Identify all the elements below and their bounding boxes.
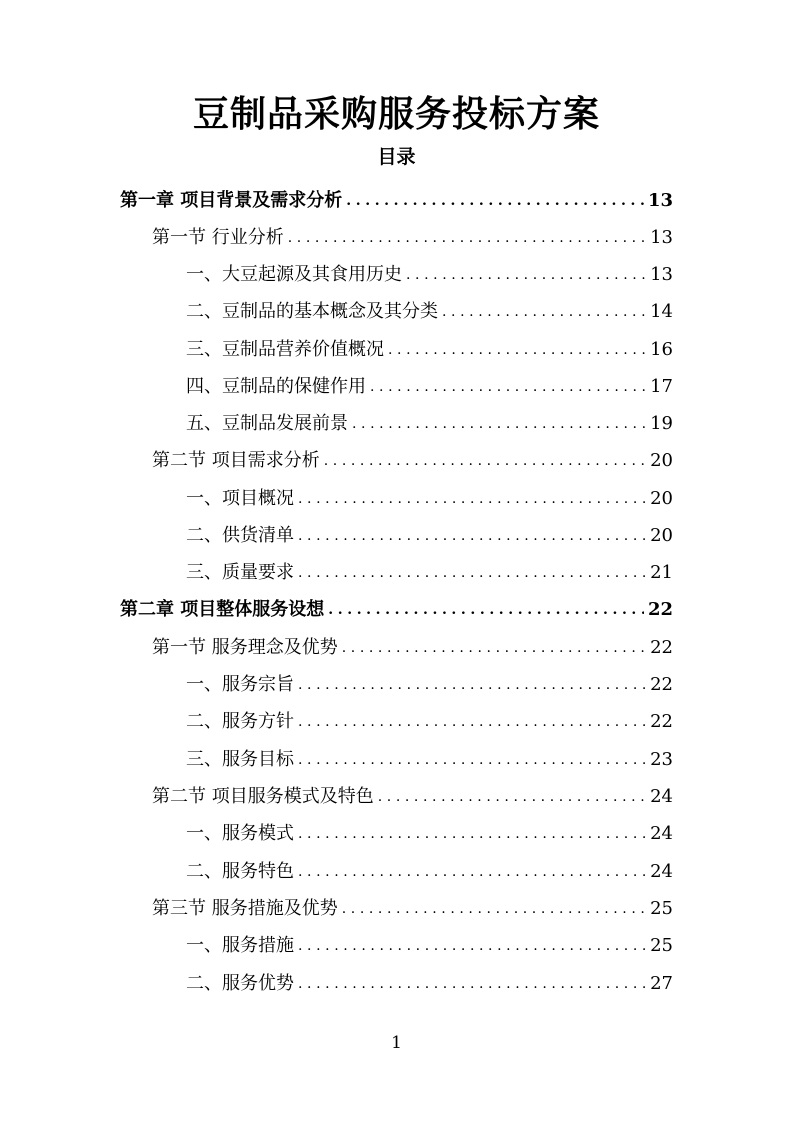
toc-entry-title: 一、大豆起源及其食用历史 (186, 264, 402, 285)
toc-entry-title: 一、服务宗旨 (186, 674, 294, 695)
toc-leader-dots (298, 487, 646, 511)
toc-leader-dots (298, 710, 646, 734)
toc-entry-page: 20 (650, 450, 673, 471)
toc-entry-title: 五、豆制品发展前景 (186, 413, 348, 434)
toc-leader-dots (298, 748, 646, 772)
toc-entry-page: 24 (650, 861, 673, 882)
toc-entry[interactable] (186, 816, 673, 846)
toc-leader-dots (352, 412, 646, 436)
toc-entry-title: 第三节 服务措施及优势 (152, 898, 338, 919)
toc-entry[interactable] (186, 257, 673, 287)
toc-entry[interactable] (186, 332, 673, 362)
toc-entry-title: 二、供货清单 (186, 525, 294, 546)
toc-entry-page: 22 (650, 637, 673, 658)
document-title: 豆制品采购服务投标方案 (192, 93, 600, 135)
toc-heading: 目录 (377, 146, 416, 168)
toc-entry-title: 三、质量要求 (186, 562, 294, 583)
toc-entry[interactable] (152, 891, 673, 921)
toc-entry-title: 四、豆制品的保健作用 (186, 376, 366, 397)
toc-entry-page: 23 (650, 749, 673, 770)
toc-leader-dots (442, 300, 646, 324)
toc-entry-title: 三、豆制品营养价值概况 (186, 339, 384, 360)
toc-leader-dots (298, 934, 646, 958)
toc-entry-page: 13 (647, 190, 673, 211)
toc-entry-title: 三、服务目标 (186, 749, 294, 770)
toc-entry[interactable] (186, 667, 673, 697)
toc-entry-page: 19 (650, 413, 673, 434)
toc-entry-page: 25 (650, 898, 673, 919)
toc-entry[interactable] (186, 742, 673, 772)
toc-entry-page: 17 (650, 376, 673, 397)
toc-leader-dots (346, 189, 644, 213)
toc-entry[interactable] (186, 966, 673, 996)
toc-entry[interactable] (152, 779, 673, 809)
toc-entry-page: 27 (650, 973, 673, 994)
toc-entry[interactable] (152, 443, 673, 473)
toc-entry-page: 24 (650, 823, 673, 844)
toc-leader-dots (298, 524, 646, 548)
toc-entry[interactable] (186, 704, 673, 734)
toc-entry[interactable] (152, 630, 673, 660)
toc-leader-dots (298, 860, 646, 884)
toc-entry[interactable] (186, 555, 673, 585)
toc-entry[interactable] (186, 518, 673, 548)
toc-entry-title: 第二章 项目整体服务设想 (120, 599, 325, 620)
toc-leader-dots (298, 673, 646, 697)
toc-leader-dots (370, 375, 646, 399)
toc-leader-dots (406, 263, 646, 287)
toc-entry-page: 16 (650, 339, 673, 360)
toc-entry-page: 22 (650, 711, 673, 732)
toc-entry-title: 二、豆制品的基本概念及其分类 (186, 301, 438, 322)
toc-entry-page: 20 (650, 488, 673, 509)
toc-leader-dots (388, 338, 646, 362)
toc-entry-page: 13 (650, 264, 673, 285)
toc-entry[interactable] (120, 183, 673, 213)
toc-entry-title: 一、服务措施 (186, 935, 294, 956)
toc-entry-title: 一、项目概况 (186, 488, 294, 509)
toc-leader-dots (328, 598, 644, 622)
toc-entry[interactable] (186, 481, 673, 511)
toc-entry-title: 一、服务模式 (186, 823, 294, 844)
toc-leader-dots (298, 972, 646, 996)
toc-leader-dots (342, 636, 646, 660)
toc-entry[interactable] (186, 369, 673, 399)
toc-leader-dots (324, 449, 646, 473)
toc-entry-page: 22 (650, 674, 673, 695)
toc-entry-page: 14 (650, 301, 673, 322)
toc-entry-page: 25 (650, 935, 673, 956)
toc-entry-title: 第一章 项目背景及需求分析 (120, 190, 343, 211)
toc-entry-page: 22 (647, 599, 673, 620)
toc-entry-title: 二、服务方针 (186, 711, 294, 732)
toc-entry-page: 20 (650, 525, 673, 546)
toc-leader-dots (298, 822, 646, 846)
toc-leader-dots (298, 561, 646, 585)
toc-entry-title: 第二节 项目服务模式及特色 (152, 786, 374, 807)
toc-entry-page: 21 (650, 562, 673, 583)
toc-entry-page: 13 (650, 227, 673, 248)
toc-entry[interactable] (152, 220, 673, 250)
toc-entry[interactable] (186, 406, 673, 436)
toc-entry-title: 二、服务特色 (186, 861, 294, 882)
toc-entry[interactable] (186, 928, 673, 958)
page-number: 1 (391, 1033, 402, 1053)
toc-leader-dots (288, 226, 646, 250)
toc-entry-title: 第二节 项目需求分析 (152, 450, 320, 471)
toc-entry[interactable] (120, 592, 673, 622)
toc-entry-title: 第一节 服务理念及优势 (152, 637, 338, 658)
toc-entry[interactable] (186, 854, 673, 884)
toc-entry-title: 第一节 行业分析 (152, 227, 284, 248)
toc-leader-dots (378, 785, 646, 809)
toc-leader-dots (342, 897, 646, 921)
toc-entry-page: 24 (650, 786, 673, 807)
toc-entry[interactable] (186, 294, 673, 324)
toc-entry-title: 二、服务优势 (186, 973, 294, 994)
